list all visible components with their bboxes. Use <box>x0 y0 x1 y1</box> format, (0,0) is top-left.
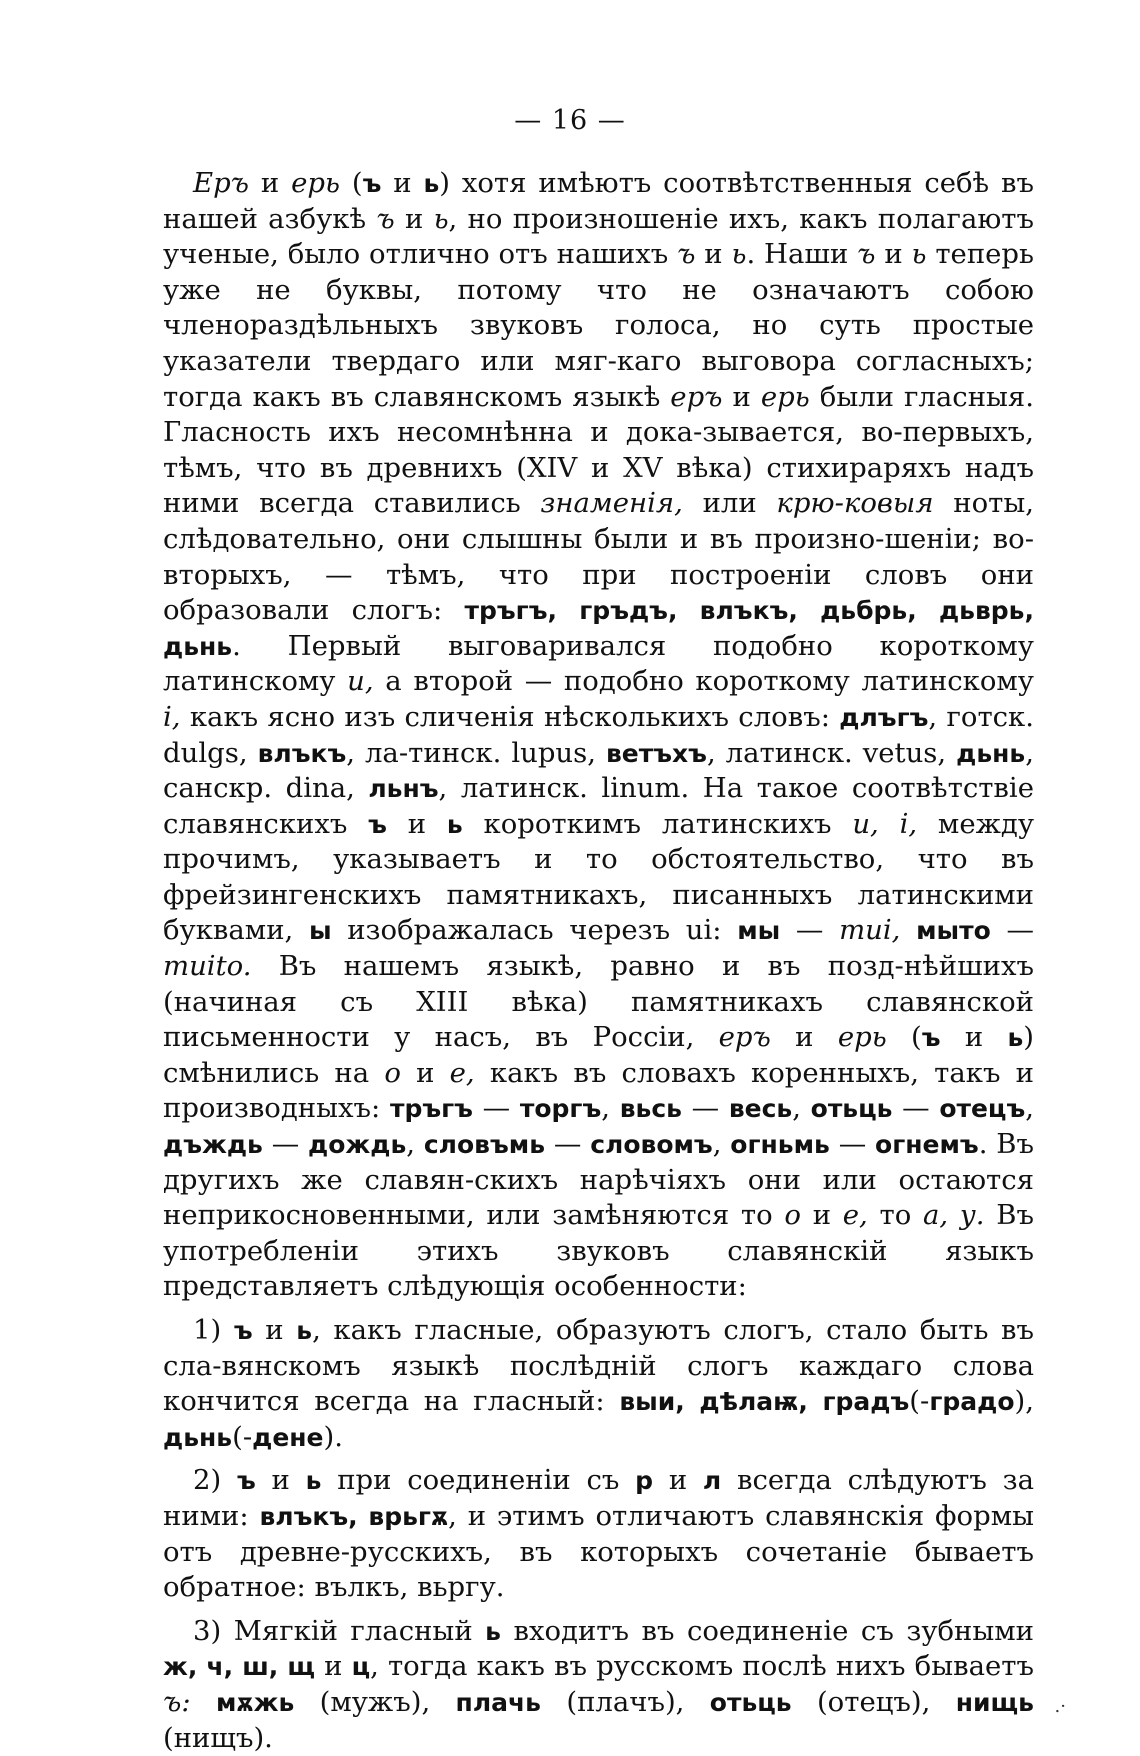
italic-text: u, i, <box>852 807 918 840</box>
text-run: , <box>601 1092 620 1125</box>
slavonic-word: дьнь <box>956 738 1026 768</box>
text-run: всегда слѣдуютъ за ними: <box>163 1464 1035 1532</box>
italic-text: еръ <box>670 380 723 413</box>
text-run: и <box>400 1056 450 1089</box>
italic-text: ь <box>433 202 449 235</box>
text-run: были гласныя. Гласность ихъ несомнѣнна и дока-зывается, во-первыхъ, тѣмъ, что въ древнихъ (XIV и XV вѣка) стихираряхъ надъ ними всегда ставились <box>163 380 1035 520</box>
text-run: ( <box>339 167 363 199</box>
text-run: , санскр. dina, <box>163 736 1034 805</box>
scan-specks: .· <box>1054 1696 1066 1717</box>
text-run: и <box>875 238 912 271</box>
text-run: какъ въ словахъ коренныхъ, такъ и производныхъ: <box>163 1056 1035 1125</box>
text-run: и <box>722 380 761 413</box>
text-run: и <box>252 1314 297 1346</box>
slavonic-word: льнъ <box>368 774 439 804</box>
text-run: , готск. dulgs, <box>163 700 1034 769</box>
text-run: Въ употребленіи этихъ звуковъ славянскій языкъ представляетъ слѣдующія особенности: <box>163 1199 1034 1303</box>
slavonic-word: р <box>635 1466 654 1496</box>
body-text <box>163 166 1034 1756</box>
list-item-paragraph <box>163 1313 1034 1455</box>
text-run: 3) Мягкій гласный <box>193 1614 486 1647</box>
text-run: , латинск. vetus, <box>706 736 957 769</box>
text-run: . Наши <box>746 238 858 271</box>
slavonic-word: л <box>702 1466 722 1496</box>
list-item-paragraph <box>163 1463 1034 1605</box>
italic-text: а, у. <box>923 1199 985 1232</box>
italic-text: i, <box>163 700 181 733</box>
slavonic-word: словъмь <box>423 1130 546 1160</box>
text-run: , и этимъ отличаютъ славянскія формы отъ древне-русскихъ, въ которыхъ сочетаніе бываетъ обратное: вълкъ, вьргу. <box>163 1499 1034 1604</box>
italic-text: ерь <box>760 380 810 413</box>
slavonic-word: тръгъ <box>389 1094 473 1124</box>
text-run: и <box>394 202 434 235</box>
slavonic-word: градо <box>929 1387 1015 1417</box>
slavonic-word: ь <box>305 1466 322 1496</box>
slavonic-word: огнемъ <box>875 1130 979 1160</box>
text-run: и <box>249 167 292 199</box>
text-run: какъ ясно изъ сличенія нѣсколькихъ словъ: <box>180 700 840 733</box>
list-item-paragraph <box>163 1614 1034 1756</box>
text-run: входитъ въ соединеніе съ зубными <box>500 1614 1034 1647</box>
text-run: ) хотя имѣютъ соотвѣтственныя себѣ въ нашей азбукѣ <box>163 167 1034 235</box>
text-run: а второй — подобно короткому латинскому <box>373 665 1034 698</box>
slavonic-word: ветъхъ <box>605 738 707 768</box>
text-run: — <box>545 1128 591 1161</box>
slavonic-word: ц <box>351 1652 371 1682</box>
slavonic-word: выи, дѣлаѭ, градъ <box>619 1387 910 1417</box>
slavonic-word: ъ <box>233 1316 253 1345</box>
slavonic-word: словомъ <box>590 1130 713 1160</box>
text-run: , <box>792 1092 811 1125</box>
text-run: теперь уже не буквы, потому что не означаютъ собою членораздѣльныхъ звуковъ голоса, но суть простые указатели твердаго или мяг-каго выговора согласныхъ; тогда какъ въ славянскомъ языкѣ <box>163 238 1034 413</box>
text-run: и <box>381 167 424 199</box>
text-run: — <box>990 914 1034 947</box>
text-run: — <box>472 1092 520 1125</box>
text-run: Въ нашемъ языкѣ, равно и въ позд-нѣйшихъ (начиная съ XIII вѣка) памятникахъ славянской письменности у насъ, въ Россіи, <box>163 950 1034 1054</box>
text-run: , тогда какъ въ русскомъ послѣ нихъ бываетъ <box>370 1650 1034 1683</box>
text-run: и <box>800 1199 843 1232</box>
text-run: (- <box>909 1385 930 1418</box>
text-run: (отецъ), <box>791 1685 956 1718</box>
slavonic-word: ъ <box>368 809 387 839</box>
text-run: и <box>770 1021 838 1054</box>
slavonic-word: ь <box>296 1316 313 1345</box>
text-run: 2) <box>193 1464 237 1497</box>
text-run: 1) <box>193 1314 234 1346</box>
text-run: ), <box>1014 1385 1034 1418</box>
text-run: — <box>681 1092 729 1125</box>
italic-text: е, <box>449 1056 475 1089</box>
slavonic-word: длъгъ <box>839 702 929 732</box>
italic-text: знаменія, <box>540 487 703 520</box>
text-run: , <box>406 1128 424 1161</box>
slavonic-word: ь <box>1007 1023 1024 1053</box>
text-run: ) смѣнились на <box>163 1021 1035 1089</box>
text-run: , но произношеніе ихъ, какъ полагаютъ ученые, было отлично отъ нашихъ <box>163 202 1035 271</box>
text-run: , <box>1025 1092 1034 1125</box>
italic-text: muito. <box>163 950 252 983</box>
text-run: — <box>262 1128 309 1161</box>
text-run: изображалась черезъ ui: <box>331 914 738 947</box>
text-run: ). <box>323 1420 343 1453</box>
text-run: и <box>695 238 732 271</box>
slavonic-word: влъкъ <box>257 738 347 768</box>
text-run: (плачъ), <box>540 1685 710 1718</box>
text-run: или <box>702 487 777 520</box>
text-run: — <box>829 1128 876 1161</box>
italic-text: ъ <box>857 238 876 271</box>
slavonic-word: ь <box>423 169 440 198</box>
italic-text: ь <box>731 238 747 271</box>
italic-text: ъ <box>376 202 395 235</box>
italic-text: о <box>384 1056 401 1089</box>
slavonic-word: весь <box>728 1094 793 1124</box>
text-run: , какъ гласные, образуютъ слогъ, стало быть въ сла-вянскомъ языкѣ послѣдній слогъ каждаго слова кончится всегда на гласный: <box>163 1314 1035 1418</box>
slavonic-word: вьсь <box>619 1094 682 1124</box>
italic-text: ъ: <box>163 1685 191 1718</box>
text-run: , ла-тинск. lupus, <box>346 736 606 769</box>
italic-text: ь <box>911 238 927 271</box>
italic-text: Еръ <box>193 167 250 199</box>
text-run: — <box>892 1092 940 1125</box>
text-run: (нищъ). <box>163 1721 273 1754</box>
text-run: ноты, слѣдовательно, они слышны были и въ произно-шеніи; во-вторыхъ, — тѣмъ, что при построеніи словъ они образовали слогъ: <box>163 487 1034 627</box>
slavonic-word: нищь <box>955 1687 1034 1717</box>
slavonic-word: ь <box>485 1616 501 1646</box>
text-run: — <box>780 914 840 947</box>
slavonic-word: дъждь <box>163 1130 263 1160</box>
text-run: , латинск. linum. На такое соотвѣтствіе славянскихъ <box>163 772 1034 840</box>
text-run: (мужъ), <box>294 1685 456 1718</box>
italic-text: u, <box>347 665 374 698</box>
slavonic-word: плачь <box>455 1687 541 1717</box>
slavonic-word: дождь <box>308 1130 407 1160</box>
italic-text: еръ <box>718 1021 771 1054</box>
body-paragraph <box>163 166 1034 1305</box>
slavonic-word: ж, ч, ш, щ <box>163 1652 315 1682</box>
text-run: и <box>653 1464 703 1497</box>
italic-text: mui, <box>839 914 901 947</box>
slavonic-word: мы <box>737 916 781 946</box>
page-number: — 16 — <box>514 105 626 136</box>
slavonic-word: отецъ <box>939 1094 1026 1124</box>
slavonic-word: дене <box>252 1422 324 1452</box>
text-run: между прочимъ, указываетъ и то обстоятельство, что въ фрейзингенскихъ памятникахъ, писанныхъ латинскими буквами, <box>163 807 1035 947</box>
text-run: , <box>712 1128 731 1161</box>
italic-text: о <box>784 1199 801 1232</box>
text-run <box>900 914 916 946</box>
text-run: (- <box>232 1420 253 1453</box>
text-run: и <box>386 807 447 840</box>
slavonic-word: мѫжь <box>215 1687 295 1717</box>
text-run: . Первый выговаривался подобно короткому латинскому <box>163 629 1034 698</box>
italic-text: ерь <box>291 167 340 199</box>
text-run: и <box>255 1464 306 1497</box>
slavonic-word: тръгъ, гръдъ, влъкъ, дьбрь, дьврь, дьнь <box>163 596 1034 661</box>
text-run: то <box>867 1199 923 1232</box>
slavonic-word: ы <box>308 916 332 946</box>
slavonic-word: ь <box>446 809 463 839</box>
text-run: и <box>314 1650 352 1683</box>
italic-text: ъ <box>677 238 696 271</box>
slavonic-word: дьнь <box>163 1422 233 1452</box>
italic-text: е, <box>842 1199 868 1232</box>
slavonic-word: ъ <box>362 169 382 198</box>
slavonic-word: влъкъ, врьгѫ <box>259 1501 449 1531</box>
slavonic-word: ъ <box>236 1466 256 1496</box>
slavonic-word: ъ <box>921 1023 941 1053</box>
italic-text: крю-ковыя <box>776 487 934 520</box>
text-run: короткимъ латинскихъ <box>462 807 853 840</box>
text-run: . Въ другихъ же славян-скихъ нарѣчіяхъ они или остаются неприкосновенными, или замѣняются то <box>163 1128 1034 1232</box>
slavonic-word: торгъ <box>519 1094 602 1124</box>
slavonic-word: огньмь <box>730 1130 830 1160</box>
slavonic-word: мыто <box>916 916 991 946</box>
text-run: и <box>940 1021 1008 1054</box>
text-run: ( <box>886 1021 922 1054</box>
text-run: при соединеніи съ <box>321 1464 636 1497</box>
text-run <box>191 1686 216 1718</box>
slavonic-word: отьць <box>810 1094 893 1124</box>
slavonic-word: отьць <box>709 1687 792 1717</box>
italic-text: ерь <box>837 1021 887 1054</box>
